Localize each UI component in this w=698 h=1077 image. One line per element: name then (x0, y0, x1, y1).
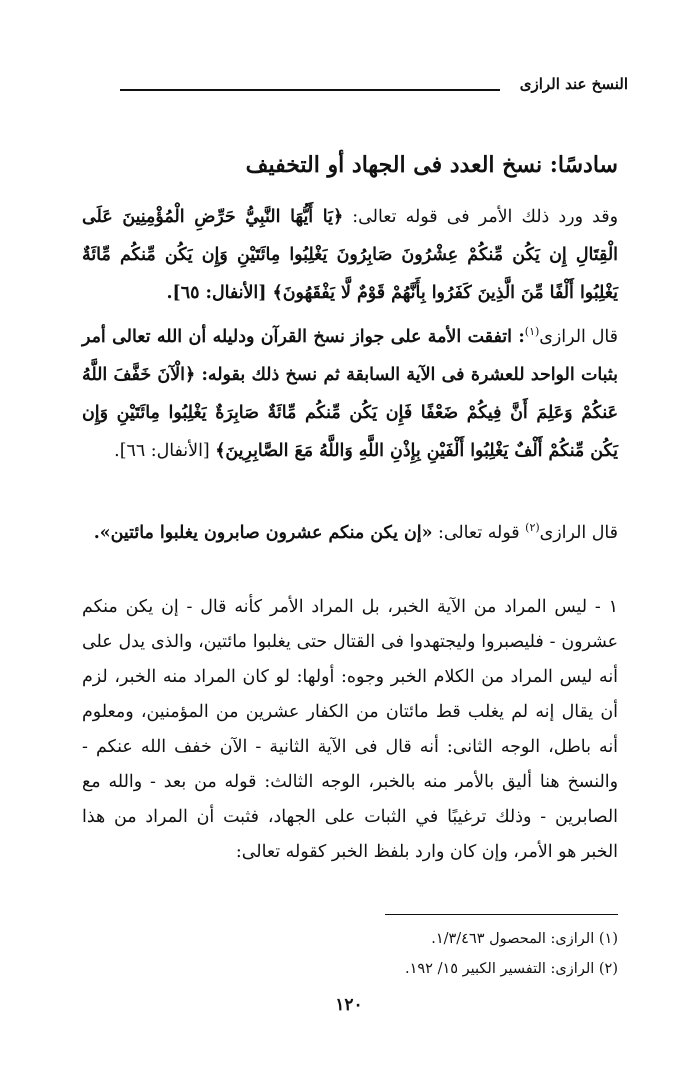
paragraph-razi-2 (82, 514, 618, 552)
header-rule (120, 89, 500, 91)
paragraph-intro: قال الرازى (539, 523, 618, 543)
quoted-verse: «إن يكن منكم عشرون صابرون يغلبوا مائتين». (93, 523, 433, 543)
footnote-separator (385, 914, 618, 915)
page-number: ١٢٠ (335, 995, 363, 1015)
paragraph-intro: قال الرازى (539, 327, 618, 347)
paragraph-intro: وقد ورد ذلك الأمر فى قوله تعالى: (343, 207, 618, 227)
paragraph-verse-65 (82, 198, 618, 312)
paragraph-text: ١ - ليس المراد من الآية الخبر، بل المراد الأمر كأنه قال - إن يكن منكم عشرون - فليصبروا وليجتهدوا فى القتال حتى يغلبوا مائتين، والذى يدل على أنه ليس المراد من الكلام الخبر وجوه: أولها: لو كان المراد منه الخبر، لزم أن يقال إنه لم يغلب قط مائتان من الكفار عشرين من المؤمنين، ومعلوم أنه باطل، الوجه الثانى: أنه قال فى الآية الثانية - الآن خفف الله عنكم - والنسخ هنا أليق بالأمر منه بالخبر، الوجه الثالث: قوله من بعد - والله مع الصابرين - وذلك ترغيبًا في الثبات على الجهاد، فثبت أن المراد من هذا الخبر هو الأمر، وإن كان وارد بلفظ الخبر كقوله تعالى: (82, 597, 618, 862)
paragraph-text: : اتفقت الأمة على جواز نسخ القرآن ودليله أن الله تعالى أمر بثبات الواحد للعشرة فى الآية السابقة ثم نسخ ذلك بقوله: (82, 327, 618, 385)
footnotes (405, 924, 618, 984)
footnote-1: (١) الرازى: المحصول ١/٣/٤٦٣. (431, 931, 618, 947)
footnote-2: (٢) الرازى: التفسير الكبير ١٥/ ١٩٢. (404, 961, 618, 977)
quran-verse: ﴿الْآنَ خَفَّفَ اللَّهُ عَنكُمْ وَعَلِمَ أَنَّ فِيكُمْ ضَعْفًا فَإِن يَكُن مِّنكُم مِّائَةٌ صَابِرَةٌ يَغْلِبُوا مِائَتَيْنِ وَإِن يَكُن مِّنكُمْ أَلْفٌ يَغْلِبُوا أَلْفَيْنِ بِإِذْنِ اللَّهِ وَاللَّهُ مَعَ الصَّابِرِينَ﴾ (82, 365, 618, 461)
section-title: سادسًا: نسخ العدد فى الجهاد أو التخفيف (245, 152, 618, 178)
footnote-marker: (٢) (525, 521, 540, 535)
paragraph-text: قوله تعالى: (432, 523, 526, 543)
running-title: النسخ عند الرازى (519, 75, 628, 93)
verse-reference: [الأنفال: ٦٥]. (166, 283, 273, 303)
verse-reference: [الأنفال: ٦٦]. (114, 441, 216, 461)
paragraph-argument (82, 590, 618, 870)
quran-verse: ﴿يَا أَيُّهَا النَّبِيُّ حَرِّضِ الْمُؤْمِنِينَ عَلَى الْقِتَالِ إِن يَكُن مِّنكُمْ عِشْرُونَ صَابِرُونَ يَغْلِبُوا مِائَتَيْنِ وَإِن يَكُن مِّنكُم مِّائَةٌ يَغْلِبُوا أَلْفًا مِّنَ الَّذِينَ كَفَرُوا بِأَنَّهُمْ قَوْمٌ لَّا يَفْقَهُونَ﴾ (82, 207, 618, 303)
paragraph-razi-1 (82, 318, 618, 470)
running-header (120, 70, 628, 100)
footnote-marker: (١) (524, 325, 540, 339)
